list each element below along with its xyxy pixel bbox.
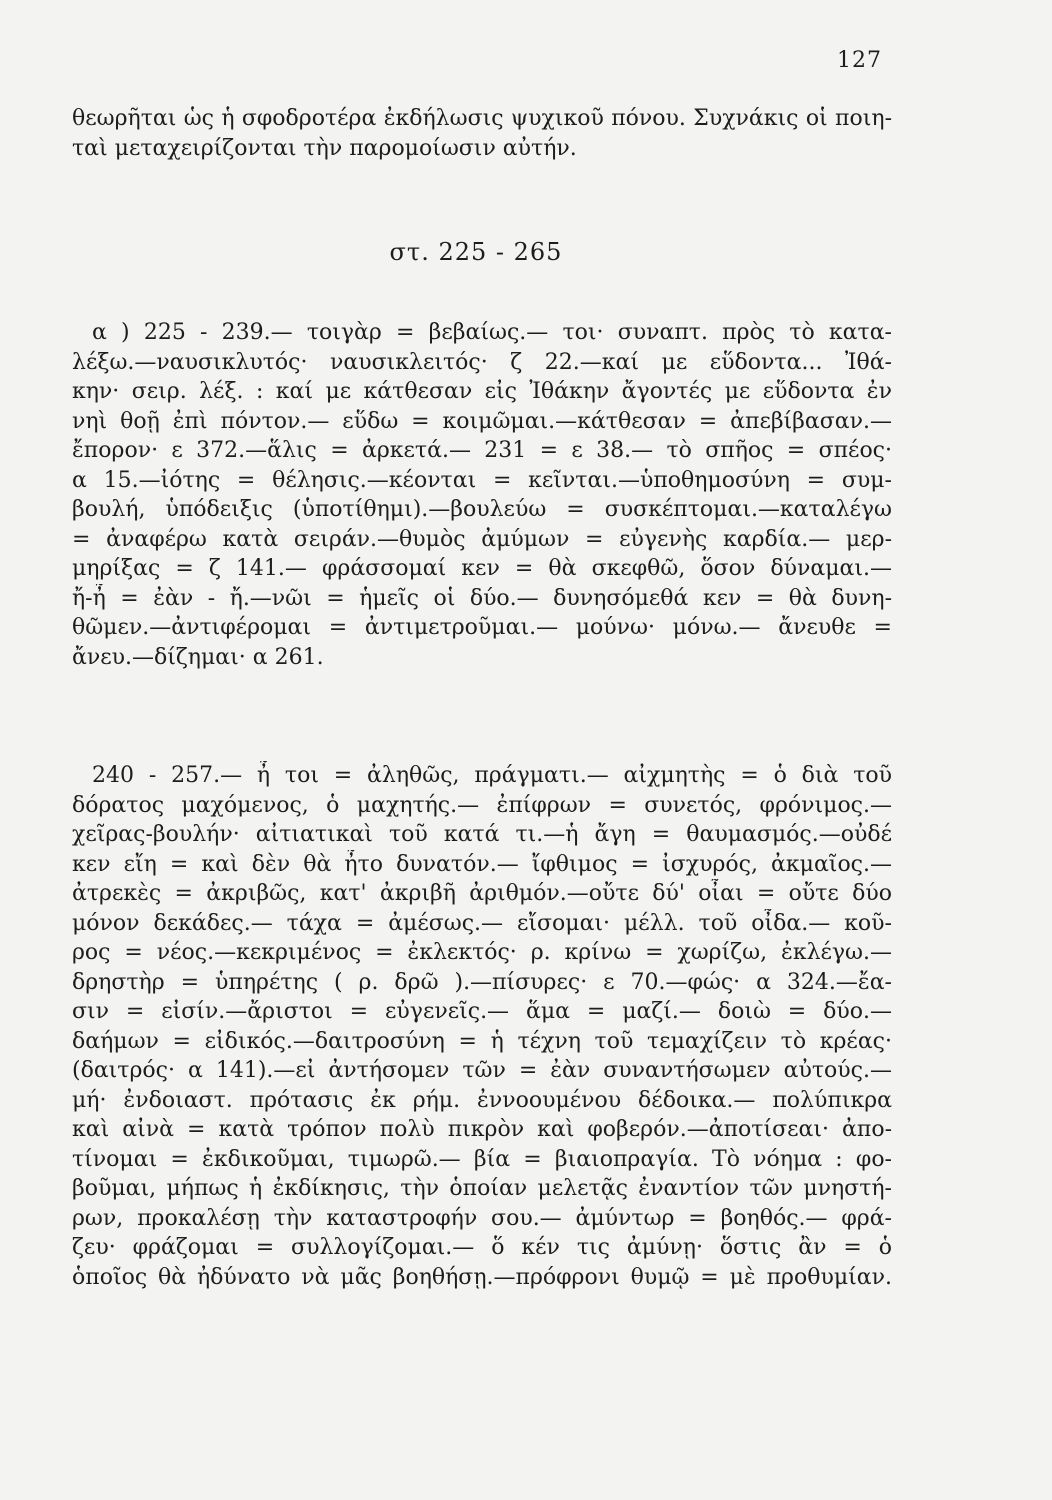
text-line: βουλή, ὑπόδειξις (ὑποτίθημι).—βουλεύω = συσκέπτομαι.—καταλέγω [72, 497, 892, 522]
text-line: λέξω.—ναυσικλυτός· ναυσικλειτός· ζ 22.—καί με εὕδοντα... Ἰθά- [72, 349, 892, 375]
text-line: δόρατος μαχόμενος, ὁ μαχητής.— ἐπίφρων = συνετός, φρόνιμος.— [72, 792, 892, 818]
text-line: χεῖρας-βουλήν· αἰτιατικαὶ τοῦ κατά τι.—ἡ ἄγη = θαυμασμός.—οὐδέ [72, 822, 892, 847]
text-line: μηρίξας = ζ 141.— φράσσομαί κεν = θὰ σκεφθῶ, ὅσον δύναμαι.— [72, 556, 892, 581]
text-line: νηὶ θοῇ ἐπὶ πόντον.— εὕδω = κοιμῶμαι.—κάτθεσαν = ἀπεβίβασαν.— [72, 408, 892, 434]
text-line: θῶμεν.—ἀντιφέρομαι = ἀντιμετροῦμαι.— μούνω· μόνω.— ἄνευθε = [72, 615, 892, 640]
text-line: κην· σειρ. λέξ. : καί με κάτθεσαν εἰς Ἰθάκην ἄγοντές με εὕδοντα ἐν [72, 379, 892, 404]
text-line: μόνον δεκάδες.— τάχα = ἀμέσως.— εἴσομαι· μέλλ. τοῦ οἶδα.— κοῦ- [72, 910, 892, 936]
text-line: ζευ· φράζομαι = συλλογίζομαι.— ὅ κέν τις ἀμύνῃ· ὅστις ἂν = ὁ [72, 1235, 892, 1260]
text-line: καὶ αἰνὰ = κατὰ τρόπον πολὺ πικρὸν καὶ φοβερόν.—ἀποτίσεαι· ἀπο- [72, 1117, 892, 1142]
text-line: βοῦμαι, μήπως ἡ ἐκδίκησις, τὴν ὁποίαν μελετᾷς ἐναντίον τῶν μνηστή- [72, 1176, 892, 1201]
text-line: θεωρῆται ὡς ἡ σφοδροτέρα ἐκδήλωσις ψυχικοῦ πόνου. Συχνάκις οἱ ποιη- [72, 106, 892, 131]
text-line: ἄνευ.—δίζημαι· α 261. [72, 644, 324, 670]
text-line: κεν εἴη = καὶ δὲν θὰ ἦτο δυνατόν.— ἴφθιμος = ἰσχυρός, ἀκμαῖος.— [72, 851, 892, 877]
text-line: τίνομαι = ἐκδικοῦμαι, τιμωρῶ.— βία = βιαιοπραγία. Τὸ νόημα : φο- [72, 1146, 892, 1172]
text-line: = ἀναφέρω κατὰ σειράν.—θυμὸς ἀμύμων = εὐγενὴς καρδία.— μερ- [72, 526, 892, 552]
intro-paragraph [72, 104, 892, 163]
text-line: (δαιτρός· α 141).—εἰ ἀντήσομεν τῶν = ἐὰν συναντήσωμεν αὐτούς.— [72, 1058, 892, 1083]
text-line: 240 - 257.— ἦ τοι = ἀληθῶς, πράγματι.— αἰχμητὴς = ὁ διὰ τοῦ [92, 763, 892, 788]
text-line: α ) 225 - 239.— τοιγὰρ = βεβαίως.— τοι· συναπτ. πρὸς τὸ κατα- [92, 320, 892, 345]
text-line: δρηστὴρ = ὑπηρέτης ( ρ. δρῶ ).—πίσυρες· ε 70.—φώς· α 324.—ἔα- [72, 969, 892, 995]
page-number: 127 [837, 48, 882, 73]
paragraph-225-239 [72, 318, 892, 672]
text-line: ταὶ μεταχειρίζονται τὴν παρομοίωσιν αὐτήν. [72, 135, 577, 161]
text-line: μή· ἐνδοιαστ. πρότασις ἐκ ρήμ. ἐννοουμένου δέδοικα.— πολύπικρα [72, 1087, 892, 1113]
paragraph-240-257 [72, 761, 892, 1292]
text-line: σιν = εἰσίν.—ἄριστοι = εὐγενεῖς.— ἅμα = μαζί.— δοιὼ = δύο.— [72, 999, 892, 1024]
text-line: α 15.—ἰότης = θέλησις.—κέονται = κεῖνται.—ὑποθημοσύνη = συμ- [72, 467, 892, 493]
text-line: ρων, προκαλέσῃ τὴν καταστροφήν σου.— ἀμύντωρ = βοηθός.— φρά- [72, 1205, 892, 1231]
section-heading: στ. 225 - 265 [389, 238, 563, 266]
text-line: ὁποῖος θὰ ἠδύνατο νὰ μᾶς βοηθήσῃ.—πρόφρονι θυμῷ = μὲ προθυμίαν. [72, 1264, 892, 1290]
text-line: δαήμων = εἰδικός.—δαιτροσύνη = ἡ τέχνη τοῦ τεμαχίζειν τὸ κρέας· [72, 1028, 892, 1054]
text-line: ἀτρεκὲς = ἀκριβῶς, κατ' ἀκριβῆ ἀριθμόν.—οὔτε δύ' οἶαι = οὔτε δύο [72, 881, 892, 906]
text-line: ἤ-ἦ = ἐὰν - ἤ.—νῶι = ἡμεῖς οἱ δύο.— δυνησόμεθά κεν = θὰ δυνη- [72, 585, 892, 611]
text-line: ἔπορον· ε 372.—ἅλις = ἀρκετά.— 231 = ε 38.— τὸ σπῆος = σπέος· [72, 438, 892, 463]
text-line: ρος = νέος.—κεκριμένος = ἐκλεκτός· ρ. κρίνω = χωρίζω, ἐκλέγω.— [72, 940, 892, 965]
